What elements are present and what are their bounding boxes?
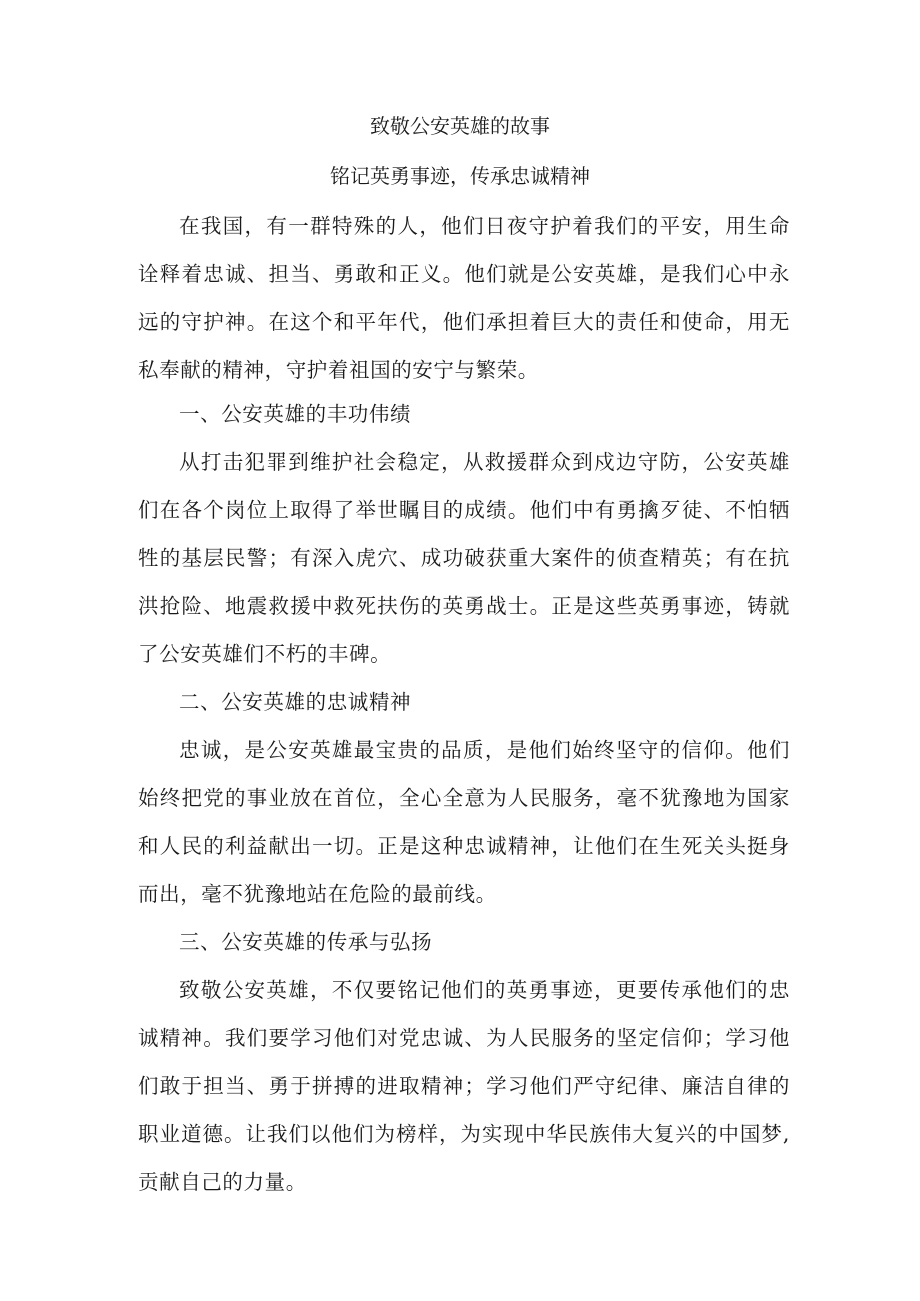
intro-paragraph: 在我国，有一群特殊的人，他们日夜守护着我们的平安，用生命诠释着忠诚、担当、勇敢和正义。他们就是公安英雄，是我们心中永远的守护神。在这个和平年代，他们承担着巨大的责任和使命，用无私奉献的精神，守护着祖国的安宁与繁荣。 xyxy=(138,214,790,382)
section-body-2: 忠诚，是公安英雄最宝贵的品质，是他们始终坚守的信仰。他们始终把党的事业放在首位，全心全意为人民服务，毫不犹豫地为国家和人民的利益献出一切。正是这种忠诚精神，让他们在生死关头挺身而出，毫不犹豫地站在危险的最前线。 xyxy=(138,738,790,906)
section-heading-2: 二、公安英雄的忠诚精神 xyxy=(179,690,412,714)
section-heading-3: 三、公安英雄的传承与弘扬 xyxy=(179,930,433,954)
section-heading-1: 一、公安英雄的丰功伟绩 xyxy=(179,402,412,426)
page-title: 致敬公安英雄的故事 xyxy=(370,114,550,138)
section-body-1: 从打击犯罪到维护社会稳定，从救援群众到戍边守防，公安英雄们在各个岗位上取得了举世瞩目的成绩。他们中有勇擒歹徒、不怕牺牲的基层民警；有深入虎穴、成功破获重大案件的侦查精英；有在抗洪抢险、地震救援中救死扶伤的英勇战士。正是这些英勇事迹，铸就了公安英雄们不朽的丰碑。 xyxy=(138,450,790,666)
page-subtitle: 铭记英勇事迹，传承忠诚精神 xyxy=(330,164,590,188)
section-body-3: 致敬公安英雄，不仅要铭记他们的英勇事迹，更要传承他们的忠诚精神。我们要学习他们对党忠诚、为人民服务的坚定信仰；学习他们敢于担当、勇于拼搏的进取精神；学习他们严守纪律、廉洁自律的职业道德。让我们以他们为榜样，为实现中华民族伟大复兴的中国梦,贡献自己的力量。 xyxy=(138,978,790,1194)
